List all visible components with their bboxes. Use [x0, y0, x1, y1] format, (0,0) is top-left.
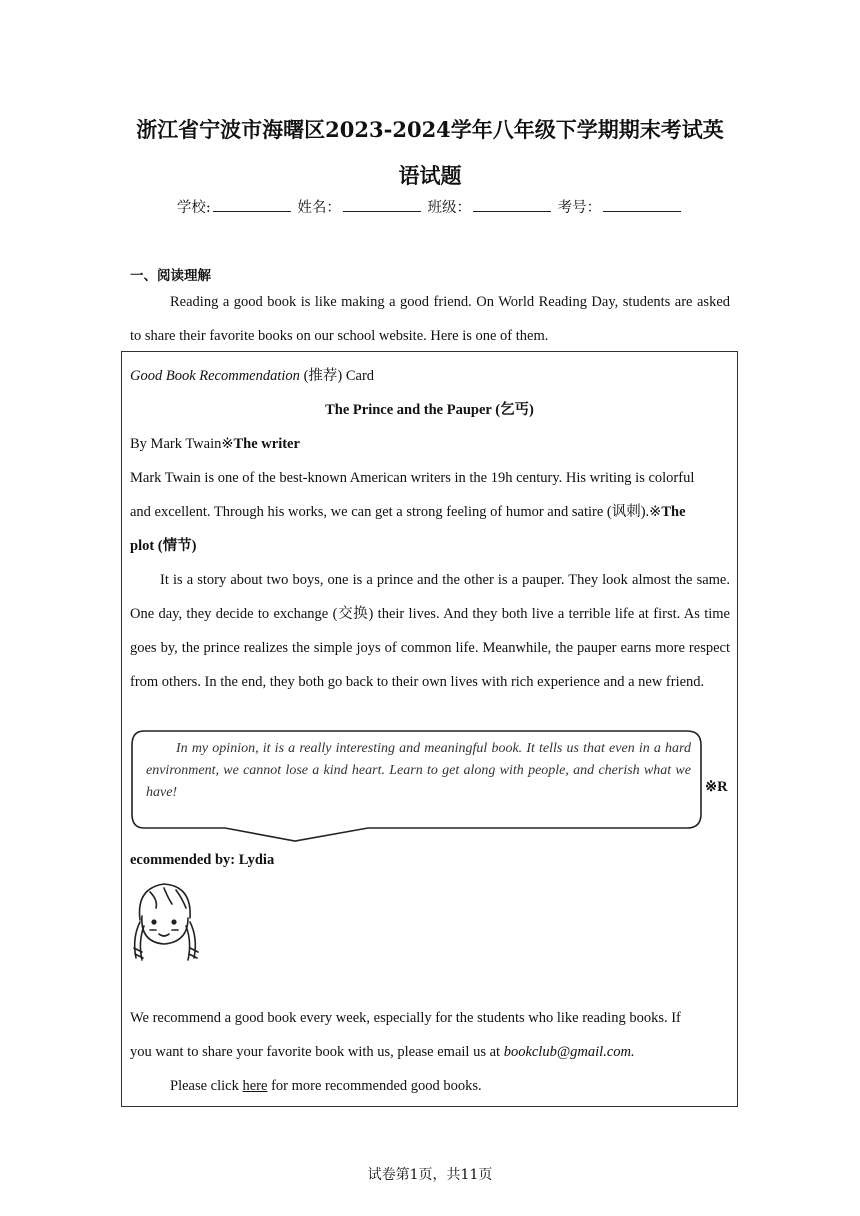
card-header-italic: Good Book Recommendation: [130, 368, 300, 384]
class-label: 班级：: [427, 200, 471, 216]
class-blank[interactable]: [473, 199, 551, 212]
exam-no-blank[interactable]: [603, 199, 681, 212]
writer-line-2-text: and excellent. Through his works, we can get a strong feeling of humor and satire (讽刺).※: [130, 504, 662, 520]
plot-heading-b: plot (情节): [130, 538, 197, 554]
school-blank[interactable]: [213, 199, 291, 212]
exam-title-line2: 语试题: [398, 163, 462, 188]
card-header: [130, 359, 374, 393]
student-info-line: [0, 196, 860, 217]
closing-line-2: [130, 1035, 635, 1069]
closing-line-1: We recommend a good book every week, especially for the students who like reading books. If: [130, 1010, 681, 1026]
speech-bubble: [130, 728, 705, 843]
girl-avatar-icon: [128, 878, 204, 966]
name-blank[interactable]: [343, 199, 421, 212]
click-text-a: Please click: [170, 1078, 239, 1094]
section-heading: 一、阅读理解: [130, 268, 211, 284]
exam-title-line1: 浙江省宁波市海曙区2023-2024学年八年级下学期期末考试英: [136, 117, 724, 142]
author-text: By Mark Twain※: [130, 436, 234, 452]
writer-line-1: Mark Twain is one of the best-known American writers in the 19h century. His writing is colorful: [130, 470, 695, 486]
book-title-cn: (乞丐): [495, 402, 534, 418]
intro-paragraph: Reading a good book is like making a good friend. On World Reading Day, students are asked to share their favorite books on our school website. Here is one of them.: [130, 294, 730, 344]
writer-heading: The writer: [233, 436, 300, 452]
bubble-text: In my opinion, it is a really interesting and meaningful book. It tells us that even in a hard environment, we cannot lose a kind heart. Learn to get along with people, and cherish what we have!: [146, 741, 691, 800]
plot-heading-a: The: [661, 504, 686, 520]
exam-no-label: 考号：: [557, 200, 602, 216]
here-link[interactable]: here: [242, 1078, 268, 1094]
plot-paragraph: It is a story about two boys, one is a prince and the other is a pauper. They look almost the same. One day, they decide to exchange (交换) their lives. And they both live a terrible life at first. As time goes by, the prince realizes the simple joys of common life. Meanwhile, the pauper earns more respect from others. In the end, they both go back to their own lives with rich experience and a new friend.: [130, 572, 730, 690]
book-title: [121, 393, 738, 427]
click-line: [170, 1069, 482, 1103]
recommended-mark: ※R: [705, 779, 728, 795]
card-header-cn: (推荐): [303, 368, 343, 384]
page-footer: 试卷第1页，共11页: [367, 1167, 493, 1183]
name-label: 姓名：: [297, 200, 341, 216]
author-line: [130, 427, 300, 461]
card-header-tail: Card: [345, 368, 375, 384]
school-label: 学校:: [176, 200, 211, 216]
closing-line-2-text: you want to share your favorite book with us, please email us at: [130, 1044, 501, 1060]
email-address[interactable]: bookclub@gmail.com.: [503, 1044, 635, 1060]
recommended-by: ecommended by: Lydia: [130, 852, 275, 868]
click-text-b: for more recommended good books.: [271, 1078, 482, 1094]
writer-line-2: [130, 495, 686, 529]
book-title-text: The Prince and the Pauper: [325, 402, 492, 418]
